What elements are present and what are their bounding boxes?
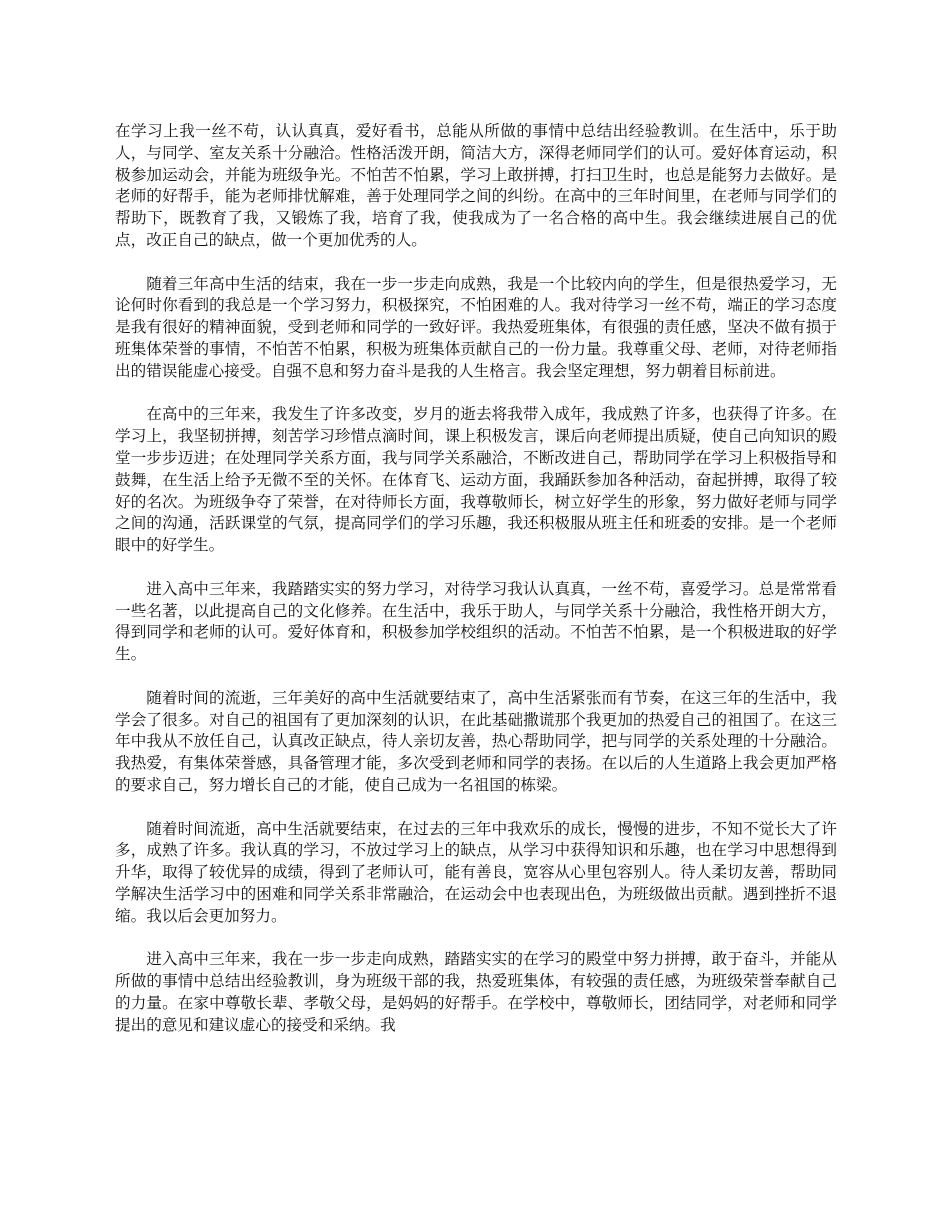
paragraph-6: 随着时间流逝，高中生活就要结束，在过去的三年中我欢乐的成长，慢慢的进步，不知不觉长大了许多，成熟了许多。我认真的学习，不放过学习上的缺点，从学习中获得知识和乐趣，也在学习中思想得到升华，取得了较优异的成绩，得到了老师认可，能有善良，宽容从心里包容别人。待人柔切友善，帮助同学解决生活学习中的困难和同学关系非常融洽，在运动会中也表现出色，为班级做出贡献。遇到挫折不退缩。我以后会更加努力。	[115, 819, 837, 925]
paragraph-5: 随着时间的流逝，三年美好的高中生活就要结束了，高中生活紧张而有节奏，在这三年的生活中，我学会了很多。对自己的祖国有了更加深刻的认识，在此基础撒谎那个我更加的热爱自己的祖国了。在这三年中我从不放任自己，认真改正缺点，待人亲切友善，热心帮助同学，把与同学的关系处理的十分融洽。我热爱，有集体荣誉感，具备管理才能，多次受到老师和同学的表扬。在以后的人生道路上我会更加严格的要求自己，努力增长自己的才能，使自己成为一名祖国的栋梁。	[115, 688, 837, 794]
document-body	[115, 121, 837, 1036]
paragraph-4: 进入高中三年来，我踏踏实实的努力学习，对待学习我认认真真，一丝不苟，喜爱学习。总是常常看一些名著，以此提高自己的文化修养。在生活中，我乐于助人，与同学关系十分融洽，我性格开朗大方，得到同学和老师的认可。爱好体育和，积极参加学校组织的活动。不怕苦不怕累，是一个积极进取的好学生。	[115, 579, 837, 664]
paragraph-2: 随着三年高中生活的结束，我在一步一步走向成熟，我是一个比较内向的学生，但是很热爱学习，无论何时你看到的我总是一个学习努力，积极探究，不怕困难的人。我对待学习一丝不苟，端正的学习态度是我有很好的精神面貌，受到老师和同学的一致好评。我热爱班集体，有很强的责任感，坚决不做有损于班集体荣誉的事情，不怕苦不怕累，积极为班集体贡献自己的一份力量。我尊重父母、老师，对待老师指出的错误能虚心接受。自强不息和努力奋斗是我的人生格言。我会坚定理想，努力朝着目标前进。	[115, 274, 837, 380]
paragraph-1: 在学习上我一丝不苟，认认真真，爱好看书，总能从所做的事情中总结出经验教训。在生活中，乐于助人，与同学、室友关系十分融洽。性格活泼开朗，简洁大方，深得老师同学们的认可。爱好体育运动，积极参加运动会，并能为班级争光。不怕苦不怕累，学习上敢拼搏，打扫卫生时，也总是能努力去做好。是老师的好帮手，能为老师排忧解难，善于处理同学之间的纠纷。在高中的三年时间里，在老师与同学们的帮助下，既教育了我，又锻炼了我，培育了我，使我成为了一名合格的高中生。我会继续进展自己的优点，改正自己的缺点，做一个更加优秀的人。	[115, 122, 837, 249]
paragraph-7: 进入高中三年来，我在一步一步走向成熟，踏踏实实的在学习的殿堂中努力拼搏，敢于奋斗，并能从所做的事情中总结出经验教训，身为班级干部的我，热爱班集体，有较强的责任感，为班级荣誉奉献自己的力量。在家中尊敬长辈、孝敬父母，是妈妈的好帮手。在学校中，尊敬师长，团结同学，对老师和同学提出的意见和建议虚心的接受和采纳。我	[115, 950, 837, 1034]
paragraph-3: 在高中的三年来，我发生了许多改变，岁月的逝去将我带入成年，我成熟了许多，也获得了许多。在学习上，我坚韧拼搏，刻苦学习珍惜点滴时间，课上积极发言，课后向老师提出质疑，使自己向知识的殿堂一步步迈进；在处理同学关系方面，我与同学关系融洽，不断改进自己，帮助同学在学习上积极指导和鼓舞，在生活上给予无微不至的关怀。在体育飞、运动方面，我踊跃参加各种活动，奋起拼搏，取得了较好的名次。为班级争夺了荣誉，在对待师长方面，我尊敬师长，树立好学生的形象，努力做好老师与同学之间的沟通，活跃课堂的气氛，提高同学们的学习乐趣，我还积极服从班主任和班委的安排。是一个老师眼中的好学生。	[115, 405, 837, 555]
